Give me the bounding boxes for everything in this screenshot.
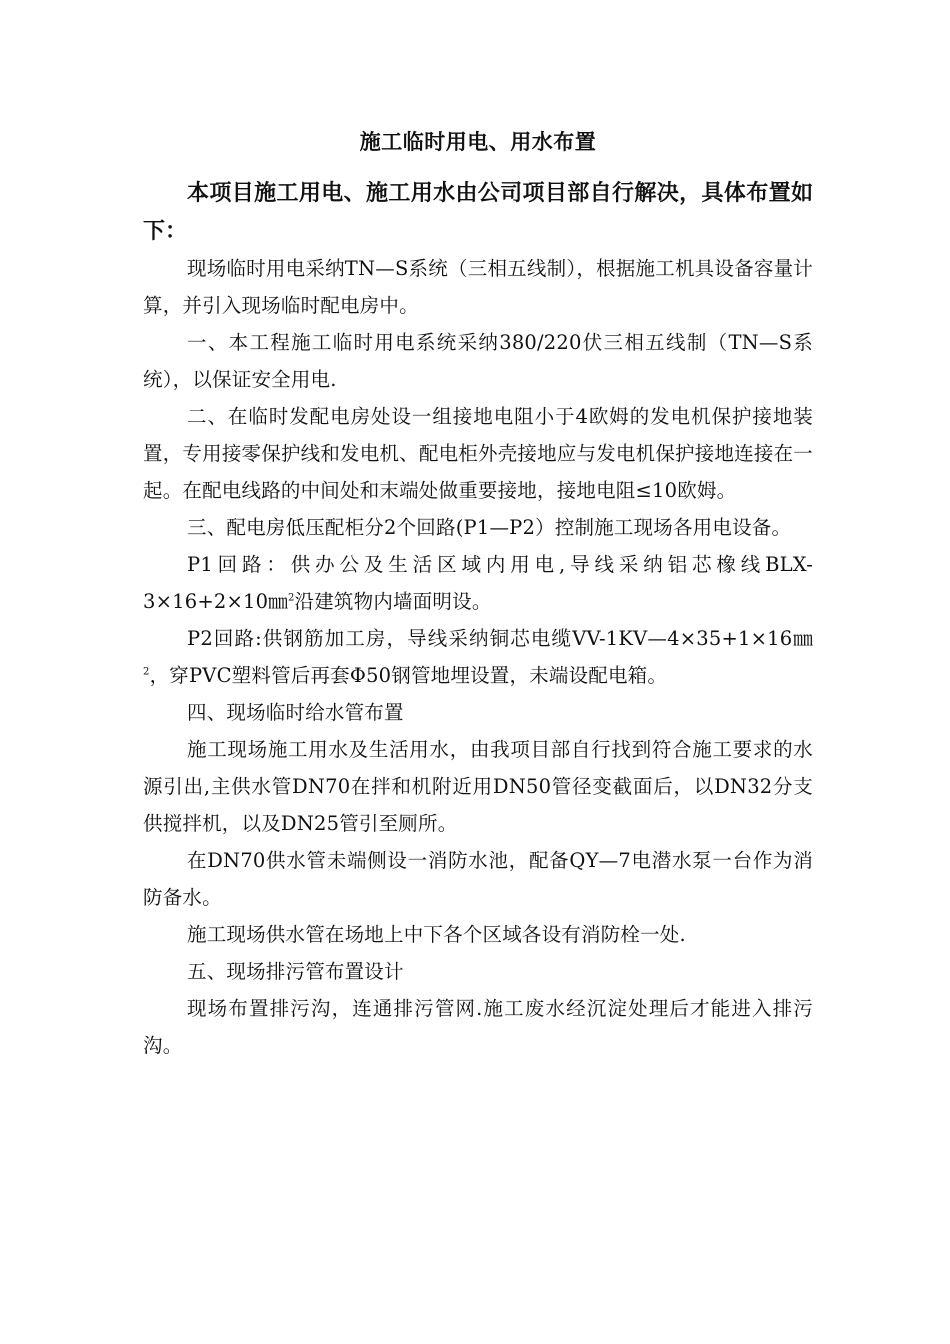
page-title: 施工临时用电、用水布置 [359,129,597,154]
intro-paragraph: 本项目施工用电、施工用水由公司项目部自行解决，具体布置如下： [143,180,813,244]
p2-text: P2回路:供钢筋加工房，导线采纳铜芯电缆VV-1KV—4×35+1×16㎜ [187,627,813,650]
p2-superscript: 2 [143,666,150,678]
p2-circuit-paragraph [143,620,813,694]
section-heading: 五、现场排污管布置设计 [187,960,404,983]
paragraph: 施工现场供水管在场地上中下各个区域各设有消防栓一处. [187,923,686,946]
p1-superscript: 2 [287,592,295,604]
paragraph: 三、配电房低压配柜分2个回路(P1—P2）控制施工现场各用电设备。 [187,516,792,539]
p1-text: P1回路：供办公及生活区域内用电,导线采纳铝芯橡线BLX-3×16+2×10㎜ [143,553,813,613]
p2-tail: ，穿PVC塑料管后再套Φ50钢管地埋设置，未端设配电箱。 [149,664,668,687]
paragraph: 一、本工程施工临时用电系统采纳380/220伏三相五线制（TN—S系统），以保证安全用电. [143,331,813,391]
paragraph: 二、在临时发配电房处设一组接地电阻小于4欧姆的发电机保护接地装置，专用接零保护线和发电机、配电柜外壳接地应与发电机保护接地连接在一起。在配电线路的中间处和末端处做重要接地，接地电阻≤10欧姆。 [143,405,813,502]
document-body [143,124,813,1064]
section-heading: 四、现场临时给水管布置 [187,701,404,724]
paragraph: 施工现场施工用水及生活用水，由我项目部自行找到符合施工要求的水源引出,主供水管DN70在拌和机附近用DN50管径变截面后，以DN32分支供搅拌机，以及DN25管引至厕所。 [143,738,813,835]
paragraph: 现场布置排污沟，连通排污管网.施工废水经沉淀处理后才能进入排污沟。 [143,997,813,1057]
paragraph: 现场临时用电采纳TN—S系统（三相五线制），根据施工机具设备容量计算，并引入现场临时配电房中。 [143,257,813,317]
p1-circuit-paragraph [143,546,813,620]
p1-tail: 沿建筑物内墙面明设。 [294,590,492,613]
paragraph: 在DN70供水管未端侧设一消防水池，配备QY—7电潜水泵一台作为消防备水。 [143,849,813,909]
